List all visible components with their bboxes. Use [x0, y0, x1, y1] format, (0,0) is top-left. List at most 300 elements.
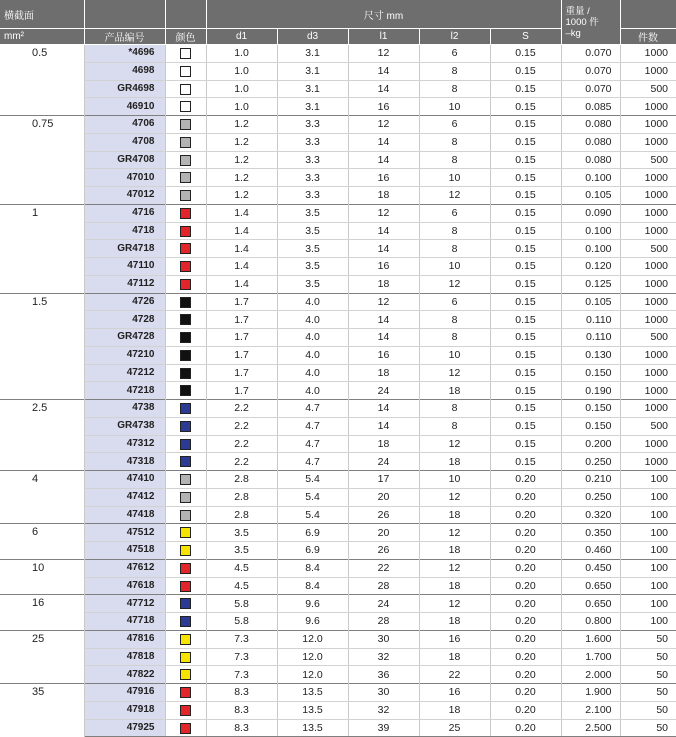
l1-cell: 14 — [348, 80, 419, 98]
qty-cell: 500 — [620, 329, 676, 347]
d1-cell: 1.7 — [206, 329, 277, 347]
color-swatch-white — [180, 84, 191, 95]
color-cell — [165, 98, 206, 116]
color-cell — [165, 45, 206, 63]
s-cell: 0.20 — [490, 666, 561, 684]
d1-cell: 1.4 — [206, 275, 277, 293]
d3-cell: 9.6 — [277, 613, 348, 631]
l2-cell: 6 — [419, 293, 490, 311]
l1-cell: 39 — [348, 719, 419, 737]
qty-cell: 1000 — [620, 258, 676, 276]
l1-cell: 14 — [348, 133, 419, 151]
d3-cell: 6.9 — [277, 524, 348, 542]
s-cell: 0.15 — [490, 45, 561, 63]
table-row — [0, 133, 676, 151]
d1-cell: 5.8 — [206, 613, 277, 631]
qty-cell: 100 — [620, 471, 676, 489]
color-swatch-white — [180, 101, 191, 112]
part-number-cell: 47718 — [84, 613, 165, 631]
header-part-no: 产品编号 — [84, 29, 165, 45]
color-cell — [165, 666, 206, 684]
color-cell — [165, 80, 206, 98]
s-cell: 0.15 — [490, 329, 561, 347]
s-cell: 0.20 — [490, 648, 561, 666]
l1-cell: 36 — [348, 666, 419, 684]
table-row — [0, 329, 676, 347]
part-number-cell: 47618 — [84, 577, 165, 595]
weight-cell: 0.800 — [561, 613, 620, 631]
l2-cell: 10 — [419, 346, 490, 364]
s-cell: 0.20 — [490, 701, 561, 719]
s-cell: 0.15 — [490, 346, 561, 364]
table-row — [0, 116, 676, 134]
s-cell: 0.20 — [490, 630, 561, 648]
d1-cell: 4.5 — [206, 559, 277, 577]
part-number-cell: 4706 — [84, 116, 165, 134]
color-swatch-blue — [180, 456, 191, 467]
s-cell: 0.15 — [490, 435, 561, 453]
s-cell: 0.15 — [490, 116, 561, 134]
weight-cell: 0.150 — [561, 400, 620, 418]
color-swatch-grey — [180, 155, 191, 166]
color-swatch-yellow — [180, 545, 191, 556]
color-swatch-grey — [180, 492, 191, 503]
part-number-cell: 4716 — [84, 204, 165, 222]
l1-cell: 12 — [348, 293, 419, 311]
color-cell — [165, 701, 206, 719]
header-weight-line-2: 1000 件 — [565, 16, 599, 28]
d1-cell: 2.2 — [206, 435, 277, 453]
d1-cell: 1.0 — [206, 80, 277, 98]
table-row — [0, 577, 676, 595]
color-cell — [165, 293, 206, 311]
table-row — [0, 151, 676, 169]
table-row — [0, 701, 676, 719]
color-cell — [165, 329, 206, 347]
table-row — [0, 258, 676, 276]
part-number-cell: 4698 — [84, 62, 165, 80]
table-row — [0, 98, 676, 116]
s-cell: 0.20 — [490, 524, 561, 542]
d3-cell: 4.0 — [277, 329, 348, 347]
d3-cell: 4.0 — [277, 293, 348, 311]
d1-cell: 1.2 — [206, 151, 277, 169]
color-cell — [165, 630, 206, 648]
s-cell: 0.20 — [490, 613, 561, 631]
s-cell: 0.15 — [490, 382, 561, 400]
color-swatch-red — [180, 581, 191, 592]
color-swatch-red — [180, 687, 191, 698]
qty-cell: 1000 — [620, 311, 676, 329]
s-cell: 0.15 — [490, 453, 561, 471]
l2-cell: 12 — [419, 524, 490, 542]
weight-cell: 0.070 — [561, 62, 620, 80]
weight-cell: 2.000 — [561, 666, 620, 684]
part-number-cell: 47512 — [84, 524, 165, 542]
weight-cell: 0.110 — [561, 311, 620, 329]
cross-section-cell: 1 — [0, 204, 84, 293]
table-row — [0, 364, 676, 382]
s-cell: 0.15 — [490, 204, 561, 222]
l1-cell: 16 — [348, 258, 419, 276]
part-number-cell: GR4708 — [84, 151, 165, 169]
l2-cell: 18 — [419, 701, 490, 719]
d1-cell: 7.3 — [206, 666, 277, 684]
part-number-cell: 4708 — [84, 133, 165, 151]
qty-cell: 1000 — [620, 346, 676, 364]
qty-cell: 1000 — [644, 384, 669, 397]
color-swatch-grey — [180, 172, 191, 183]
qty-cell: 100 — [620, 559, 676, 577]
s-cell: 0.15 — [490, 62, 561, 80]
l2-cell: 6 — [419, 45, 490, 63]
qty-cell: 50 — [620, 719, 676, 737]
weight-cell: 1.700 — [561, 648, 620, 666]
d1-cell: 2.8 — [206, 506, 277, 524]
l1-cell: 30 — [348, 684, 419, 702]
table-row — [0, 542, 676, 560]
d3-cell: 4.7 — [277, 435, 348, 453]
part-number-cell: 4718 — [84, 222, 165, 240]
d3-cell: 12.0 — [277, 666, 348, 684]
cross-section-cell: 16 — [0, 595, 84, 631]
part-number-cell: 47918 — [84, 701, 165, 719]
d1-cell: 7.3 — [206, 648, 277, 666]
d3-cell: 6.9 — [277, 542, 348, 560]
l2-cell: 6 — [419, 204, 490, 222]
cross-section-cell: 0.75 — [0, 116, 84, 205]
s-cell: 0.15 — [490, 151, 561, 169]
qty-cell: 100 — [650, 508, 669, 521]
l2-cell: 18 — [419, 648, 490, 666]
color-cell — [165, 311, 206, 329]
color-swatch-white — [180, 48, 191, 59]
weight-cell: 0.250 — [561, 453, 620, 471]
color-cell — [165, 506, 206, 524]
weight-cell: 0.100 — [561, 222, 620, 240]
table-row — [0, 346, 676, 364]
d3-cell: 3.3 — [277, 116, 348, 134]
color-cell — [165, 240, 206, 258]
d3-cell: 3.3 — [277, 187, 348, 205]
color-cell — [165, 613, 206, 631]
d1-cell: 1.2 — [206, 187, 277, 205]
l2-cell: 22 — [419, 666, 490, 684]
weight-cell: 0.130 — [561, 346, 620, 364]
table-header — [0, 0, 676, 45]
d3-cell: 13.5 — [277, 701, 348, 719]
qty-cell: 1000 — [644, 278, 669, 291]
d3-cell: 13.5 — [277, 684, 348, 702]
d3-cell: 5.4 — [277, 471, 348, 489]
l1-cell: 24 — [348, 382, 419, 400]
l2-cell: 18 — [419, 613, 490, 631]
color-cell — [165, 275, 206, 293]
color-cell — [165, 133, 206, 151]
d3-cell: 3.5 — [277, 222, 348, 240]
weight-cell: 0.070 — [561, 80, 620, 98]
table-row — [0, 471, 676, 489]
d3-cell: 3.1 — [277, 62, 348, 80]
l2-cell: 10 — [419, 471, 490, 489]
weight-cell: 0.125 — [561, 275, 620, 293]
qty-cell: 1000 — [620, 116, 676, 134]
l1-cell: 14 — [348, 62, 419, 80]
color-cell — [165, 524, 206, 542]
table-row — [0, 293, 676, 311]
color-swatch-black — [180, 297, 191, 308]
color-swatch-yellow — [180, 669, 191, 680]
color-swatch-black — [180, 332, 191, 343]
color-swatch-red — [180, 279, 191, 290]
d1-cell: 1.7 — [206, 311, 277, 329]
s-cell: 0.20 — [490, 559, 561, 577]
header-cross-section-unit: mm² — [0, 29, 84, 45]
table-row — [0, 417, 676, 435]
part-number-cell: 47822 — [84, 666, 165, 684]
header-cross-section: 横截面 — [0, 0, 84, 29]
color-swatch-grey — [180, 510, 191, 521]
header-spacer-qty — [620, 0, 676, 29]
weight-cell: 0.080 — [561, 116, 620, 134]
d3-cell: 12.0 — [277, 630, 348, 648]
d1-cell: 4.5 — [206, 577, 277, 595]
part-number-cell: 47412 — [84, 488, 165, 506]
color-cell — [165, 453, 206, 471]
d1-cell: 1.4 — [206, 258, 277, 276]
d1-cell: 1.2 — [206, 169, 277, 187]
table-row — [0, 648, 676, 666]
weight-cell: 0.320 — [561, 506, 620, 524]
l2-cell: 12 — [419, 559, 490, 577]
s-cell: 0.20 — [490, 595, 561, 613]
qty-cell: 500 — [620, 151, 676, 169]
table-row — [0, 240, 676, 258]
weight-cell: 0.120 — [561, 258, 620, 276]
part-number-cell: 47418 — [84, 506, 165, 524]
part-number-cell: 4738 — [84, 400, 165, 418]
table-row — [0, 684, 676, 702]
part-number-cell: GR4728 — [84, 329, 165, 347]
table-row — [0, 506, 676, 524]
qty-cell: 1000 — [644, 189, 669, 202]
color-swatch-grey — [180, 190, 191, 201]
d3-cell: 3.3 — [277, 133, 348, 151]
table-row — [0, 559, 676, 577]
part-number-cell: 46910 — [84, 98, 165, 116]
table-row — [0, 719, 676, 737]
d1-cell: 1.7 — [206, 364, 277, 382]
l2-cell: 12 — [419, 595, 490, 613]
color-cell — [165, 595, 206, 613]
l1-cell: 28 — [348, 613, 419, 631]
qty-cell: 1000 — [644, 100, 669, 113]
l1-cell: 16 — [348, 169, 419, 187]
weight-cell: 0.085 — [561, 98, 620, 116]
d1-cell: 2.2 — [206, 417, 277, 435]
s-cell: 0.15 — [490, 258, 561, 276]
l1-cell: 24 — [348, 595, 419, 613]
s-cell: 0.15 — [490, 275, 561, 293]
color-cell — [165, 346, 206, 364]
qty-cell: 50 — [656, 668, 669, 681]
l1-cell: 14 — [348, 222, 419, 240]
weight-cell: 0.460 — [561, 542, 620, 560]
l2-cell: 8 — [419, 151, 490, 169]
d1-cell: 8.3 — [206, 701, 277, 719]
cross-section-cell: 6 — [0, 524, 84, 560]
part-number-cell: 47112 — [84, 275, 165, 293]
part-number-cell: 47410 — [84, 471, 165, 489]
table-row — [0, 666, 676, 684]
l2-cell: 10 — [419, 98, 490, 116]
l1-cell: 20 — [348, 524, 419, 542]
color-swatch-yellow — [180, 527, 191, 538]
cross-section-cell: 0.5 — [0, 45, 84, 116]
table-row — [0, 435, 676, 453]
part-number-cell: 47212 — [84, 364, 165, 382]
l2-cell: 18 — [419, 453, 490, 471]
weight-cell: 0.200 — [561, 435, 620, 453]
s-cell: 0.15 — [490, 293, 561, 311]
color-swatch-white — [180, 66, 191, 77]
d3-cell: 12.0 — [277, 648, 348, 666]
d1-cell: 2.8 — [206, 488, 277, 506]
l1-cell: 26 — [348, 542, 419, 560]
s-cell: 0.20 — [490, 719, 561, 737]
d1-cell: 5.8 — [206, 595, 277, 613]
d3-cell: 3.1 — [277, 45, 348, 63]
weight-cell: 1.600 — [561, 630, 620, 648]
qty-cell: 100 — [620, 488, 676, 506]
l1-cell: 28 — [348, 577, 419, 595]
l2-cell: 8 — [419, 240, 490, 258]
d1-cell: 1.7 — [206, 346, 277, 364]
weight-cell: 2.100 — [561, 701, 620, 719]
part-number-cell: 47818 — [84, 648, 165, 666]
weight-cell: 0.090 — [561, 204, 620, 222]
d1-cell: 1.4 — [206, 222, 277, 240]
weight-cell: 0.250 — [561, 488, 620, 506]
s-cell: 0.15 — [490, 400, 561, 418]
table-row — [0, 62, 676, 80]
d1-cell: 1.2 — [206, 116, 277, 134]
table-row — [0, 613, 676, 631]
part-number-cell: 47012 — [84, 187, 165, 205]
d1-cell: 1.4 — [206, 240, 277, 258]
qty-cell: 1000 — [620, 133, 676, 151]
color-cell — [165, 417, 206, 435]
cross-section-cell: 25 — [0, 630, 84, 683]
color-cell — [165, 719, 206, 737]
l2-cell: 12 — [419, 187, 490, 205]
part-number-cell: 47518 — [84, 542, 165, 560]
qty-cell: 50 — [620, 684, 676, 702]
d1-cell: 3.5 — [206, 524, 277, 542]
s-cell: 0.15 — [490, 169, 561, 187]
weight-cell: 0.070 — [561, 45, 620, 63]
part-number-cell: GR4738 — [84, 417, 165, 435]
weight-cell: 0.105 — [561, 293, 620, 311]
part-number-cell: 47110 — [84, 258, 165, 276]
s-cell: 0.20 — [490, 471, 561, 489]
l1-cell: 12 — [348, 116, 419, 134]
qty-cell: 100 — [620, 595, 676, 613]
table-row — [0, 488, 676, 506]
s-cell: 0.15 — [490, 240, 561, 258]
s-cell: 0.20 — [490, 542, 561, 560]
s-cell: 0.20 — [490, 577, 561, 595]
color-swatch-red — [180, 261, 191, 272]
color-cell — [165, 684, 206, 702]
table-row — [0, 630, 676, 648]
weight-cell: 0.080 — [561, 133, 620, 151]
weight-cell: 0.080 — [561, 151, 620, 169]
qty-cell: 50 — [620, 648, 676, 666]
l1-cell: 14 — [348, 311, 419, 329]
l1-cell: 12 — [348, 204, 419, 222]
s-cell: 0.15 — [490, 187, 561, 205]
d3-cell: 13.5 — [277, 719, 348, 737]
d3-cell: 4.7 — [277, 417, 348, 435]
l2-cell: 8 — [419, 80, 490, 98]
l2-cell: 16 — [419, 630, 490, 648]
qty-cell: 1000 — [620, 364, 676, 382]
s-cell: 0.15 — [490, 80, 561, 98]
s-cell: 0.15 — [490, 311, 561, 329]
header-l1: l1 — [348, 29, 419, 45]
part-number-cell: 47816 — [84, 630, 165, 648]
d1-cell: 1.0 — [206, 98, 277, 116]
l1-cell: 22 — [348, 559, 419, 577]
l2-cell: 18 — [419, 382, 490, 400]
color-cell — [165, 169, 206, 187]
header-spacer-color — [165, 0, 206, 29]
header-dimensions: 尺寸 mm — [206, 0, 561, 29]
qty-cell: 1000 — [620, 293, 676, 311]
part-number-cell: 47218 — [84, 382, 165, 400]
weight-cell: 0.190 — [561, 382, 620, 400]
weight-cell: 0.105 — [561, 187, 620, 205]
l1-cell: 18 — [348, 364, 419, 382]
color-cell — [165, 559, 206, 577]
color-cell — [165, 187, 206, 205]
l2-cell: 12 — [419, 275, 490, 293]
l1-cell: 14 — [348, 151, 419, 169]
color-swatch-blue — [180, 403, 191, 414]
part-number-cell: 47916 — [84, 684, 165, 702]
table-row — [0, 222, 676, 240]
part-number-cell: 4728 — [84, 311, 165, 329]
weight-cell: 0.150 — [561, 417, 620, 435]
l1-cell: 18 — [348, 275, 419, 293]
table-row — [0, 187, 676, 205]
d1-cell: 1.4 — [206, 204, 277, 222]
l2-cell: 12 — [419, 364, 490, 382]
qty-cell: 50 — [620, 701, 676, 719]
l1-cell: 14 — [348, 400, 419, 418]
qty-cell: 500 — [620, 80, 676, 98]
table-row — [0, 275, 676, 293]
l2-cell: 10 — [419, 169, 490, 187]
qty-cell: 1000 — [620, 435, 676, 453]
l2-cell: 18 — [419, 577, 490, 595]
color-swatch-black — [180, 368, 191, 379]
color-cell — [165, 471, 206, 489]
d3-cell: 4.0 — [277, 382, 348, 400]
header-color: 颜色 — [165, 29, 206, 45]
part-number-cell: 47210 — [84, 346, 165, 364]
